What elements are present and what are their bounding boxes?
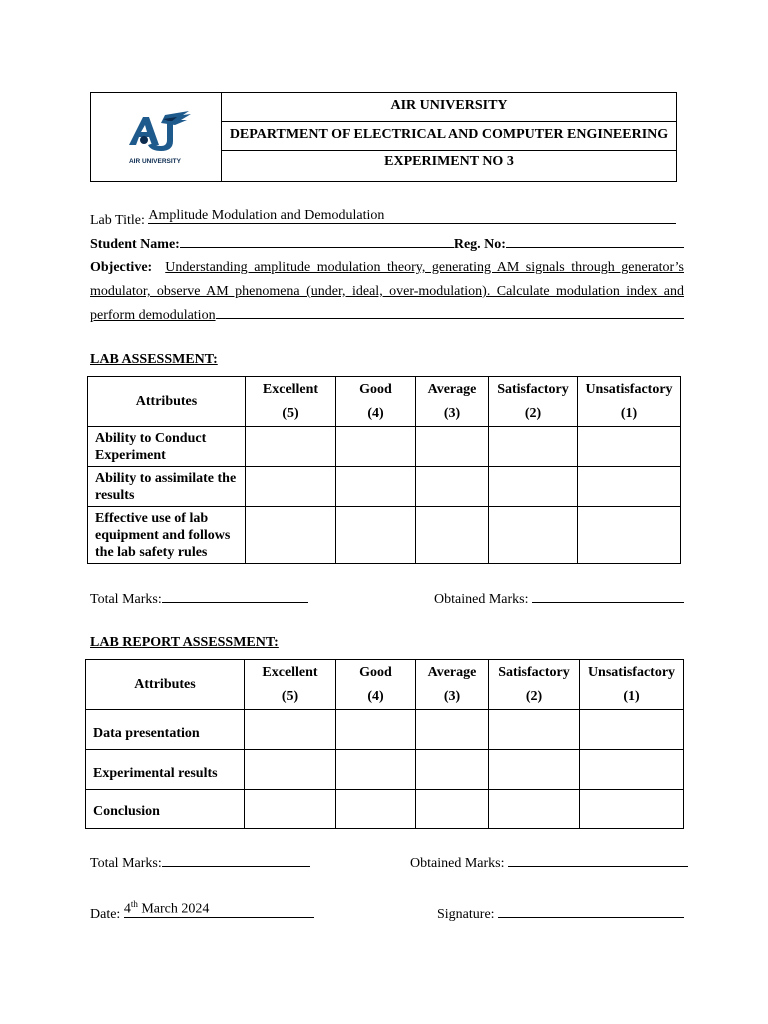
score-cell[interactable] <box>336 507 416 564</box>
score-cell[interactable] <box>336 427 416 467</box>
report-total-marks-row <box>90 851 310 873</box>
row-label: Data presentation <box>86 710 245 750</box>
objective-label: Objective: <box>90 260 153 275</box>
total-marks-label: Total Marks: <box>90 592 162 607</box>
experiment-number: EXPERIMENT NO 3 <box>384 154 514 169</box>
score-cell[interactable] <box>489 467 578 507</box>
report-obtained-marks-row <box>410 851 688 873</box>
col-excellent: Excellent (5) <box>246 377 336 427</box>
score-cell[interactable] <box>416 507 489 564</box>
attributes-header: Attributes <box>86 660 245 710</box>
date-row <box>90 899 314 924</box>
score-cell[interactable] <box>416 790 489 829</box>
student-row <box>90 232 690 254</box>
lab-assessment-heading: LAB ASSESSMENT: <box>90 352 218 367</box>
lab-total-marks-row <box>90 587 308 609</box>
score-cell[interactable] <box>416 710 489 750</box>
total-marks-label: Total Marks: <box>90 856 162 871</box>
university-logo <box>91 93 221 181</box>
objective-text: Understanding amplitude modulation theory, generating AM signals through generator’s modulator, observe AM phenomena (under, ideal, over-modulation). Calculate modulation index and perform demodulation <box>90 260 684 323</box>
date-day: 4 <box>123 902 131 917</box>
score-cell[interactable] <box>416 467 489 507</box>
signature-label: Signature: <box>437 907 495 922</box>
obtained-marks-label: Obtained Marks: <box>410 856 505 871</box>
student-name-label: Student Name: <box>90 237 180 252</box>
table-row <box>88 427 681 467</box>
report-assessment-table <box>85 659 684 829</box>
table-row <box>86 710 684 750</box>
department-name: DEPARTMENT OF ELECTRICAL AND COMPUTER ENGINEERING <box>222 122 676 151</box>
row-label: Ability to assimilate the results <box>88 467 246 507</box>
row-label: Effective use of lab equipment and follows the lab safety rules <box>88 507 246 564</box>
lab-title-label: Lab Title: <box>90 213 149 228</box>
col-excellent: Excellent (5) <box>245 660 336 710</box>
col-satisfactory: Satisfactory (2) <box>489 377 578 427</box>
date-field[interactable] <box>123 899 314 918</box>
reg-no-label: Reg. No: <box>453 237 506 252</box>
lab-title-row <box>90 208 680 230</box>
table-row <box>88 507 681 564</box>
reg-no-field[interactable] <box>506 232 684 248</box>
score-cell[interactable] <box>245 790 336 829</box>
date-suffix: th <box>130 899 138 910</box>
objective <box>90 256 684 328</box>
col-satisfactory: Satisfactory (2) <box>489 660 580 710</box>
total-marks-field[interactable] <box>162 587 308 603</box>
score-cell[interactable] <box>489 750 580 790</box>
col-good: Good (4) <box>336 377 416 427</box>
score-cell[interactable] <box>336 710 416 750</box>
score-cell[interactable] <box>489 790 580 829</box>
lab-obtained-marks-row <box>434 587 684 609</box>
score-cell[interactable] <box>246 467 336 507</box>
col-unsatisfactory: Unsatisfactory (1) <box>578 377 681 427</box>
logo-cell <box>91 93 222 181</box>
score-cell[interactable] <box>336 790 416 829</box>
table-row <box>86 750 684 790</box>
row-label: Conclusion <box>86 790 245 829</box>
lab-title-value: Amplitude Modulation and Demodulation <box>148 208 385 223</box>
score-cell[interactable] <box>416 750 489 790</box>
lab-title-field[interactable] <box>148 208 676 224</box>
report-assessment-heading: LAB REPORT ASSESSMENT: <box>90 635 279 650</box>
score-cell[interactable] <box>580 710 684 750</box>
attributes-header: Attributes <box>88 377 246 427</box>
score-cell[interactable] <box>246 507 336 564</box>
score-cell[interactable] <box>578 507 681 564</box>
signature-field[interactable] <box>498 902 684 918</box>
university-name: AIR UNIVERSITY <box>222 93 676 122</box>
obtained-marks-field[interactable] <box>532 587 684 603</box>
score-cell[interactable] <box>245 710 336 750</box>
col-average: Average (3) <box>416 377 489 427</box>
date-label: Date: <box>90 907 124 922</box>
score-cell[interactable] <box>336 750 416 790</box>
objective-fill-line <box>216 306 684 319</box>
col-unsatisfactory: Unsatisfactory (1) <box>580 660 684 710</box>
logo-caption: AIR UNIVERSITY <box>128 158 182 165</box>
date-rest: March 2024 <box>137 902 210 917</box>
score-cell[interactable] <box>245 750 336 790</box>
score-cell[interactable] <box>489 507 578 564</box>
score-cell[interactable] <box>336 467 416 507</box>
obtained-marks-label: Obtained Marks: <box>434 592 529 607</box>
score-cell[interactable] <box>246 427 336 467</box>
score-cell[interactable] <box>489 427 578 467</box>
row-label: Ability to Conduct Experiment <box>88 427 246 467</box>
student-name-field[interactable] <box>180 232 454 248</box>
score-cell[interactable] <box>489 710 580 750</box>
row-label: Experimental results <box>86 750 245 790</box>
table-row <box>86 790 684 829</box>
header-table <box>90 92 677 182</box>
score-cell[interactable] <box>580 750 684 790</box>
score-cell[interactable] <box>578 467 681 507</box>
col-good: Good (4) <box>336 660 416 710</box>
col-average: Average (3) <box>416 660 489 710</box>
total-marks-field[interactable] <box>162 851 310 867</box>
signature-row <box>437 902 684 924</box>
lab-assessment-table <box>87 376 681 564</box>
obtained-marks-field[interactable] <box>508 851 688 867</box>
table-row <box>88 467 681 507</box>
score-cell[interactable] <box>578 427 681 467</box>
score-cell[interactable] <box>416 427 489 467</box>
score-cell[interactable] <box>580 790 684 829</box>
